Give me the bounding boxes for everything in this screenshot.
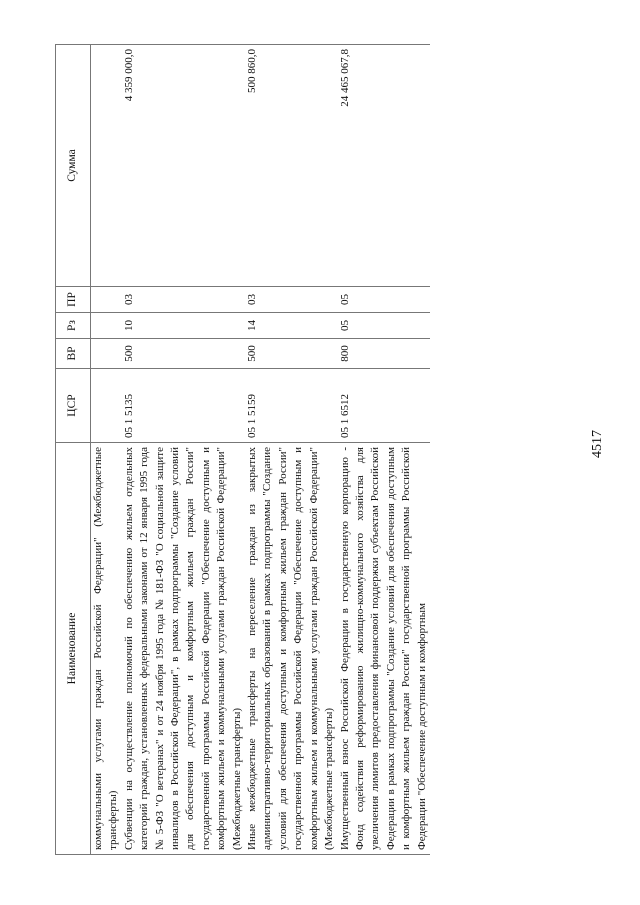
row-pr: 05: [338, 287, 430, 313]
row-rz: 14: [245, 313, 337, 339]
row-sum: 24 465 067,8: [338, 45, 430, 287]
row-pr: 03: [245, 287, 337, 313]
row-name: Имущественный взнос Российской Федерации в государственную корпорацию - Фонд содействия реформированию жилищно-коммунального хозяйства для увеличения лимитов предоставления финансовой поддержки субъектам Российской Федерации в рамках подпрограммы "Создание условий для обеспечения доступным и комфортным жильем граждан России" государственной программы Российской Федерации "Обеспечение доступным и комфортным: [338, 443, 430, 855]
page-number: 4517: [590, 430, 605, 458]
table-row: [122, 45, 245, 855]
row-csr: 05 1 5159: [245, 369, 337, 443]
table-row: [245, 45, 337, 855]
row-csr: 05 1 5135: [122, 369, 245, 443]
rotated-page-content: [55, 45, 595, 855]
header-name: Наименование: [56, 443, 91, 855]
row-sum: [91, 45, 122, 287]
row-csr: 05 1 6512: [338, 369, 430, 443]
table-row: [91, 45, 122, 855]
header-csr: ЦСР: [56, 369, 91, 443]
header-sum: Сумма: [56, 45, 91, 287]
row-rz: 05: [338, 313, 430, 339]
row-pr: 03: [122, 287, 245, 313]
row-vr: [91, 339, 122, 369]
row-sum: 4 359 000,0: [122, 45, 245, 287]
row-csr: [91, 369, 122, 443]
table-row: [338, 45, 430, 855]
row-vr: 800: [338, 339, 430, 369]
header-pr: ПР: [56, 287, 91, 313]
row-name: коммунальными услугами граждан Российской Федерации" (Межбюджетные трансферты): [91, 443, 122, 855]
header-vr: ВР: [56, 339, 91, 369]
row-pr: [91, 287, 122, 313]
row-sum: 500 860,0: [245, 45, 337, 287]
row-vr: 500: [245, 339, 337, 369]
row-vr: 500: [122, 339, 245, 369]
header-rz: Рз: [56, 313, 91, 339]
row-name: Субвенции на осуществление полномочий по обеспечению жильем отдельных категорий граждан, установленных федеральными законами от 12 января 1995 года № 5-ФЗ "О ветеранах" и от 24 ноября 1995 года № 181-ФЗ "О социальной защите инвалидов в Российской Федерации", в рамках подпрограммы "Создание условий для обеспечения доступным и комфортным жильем граждан России" государственной программы Российской Федерации "Обеспечение доступным и комфортным жильем и коммунальными услугами граждан Российской Федерации" (Межбюджетные трансферты): [122, 443, 245, 855]
budget-table: [55, 44, 430, 855]
table-header-row: [56, 45, 91, 855]
row-rz: [91, 313, 122, 339]
row-name: Иные межбюджетные трансферты на переселение граждан из закрытых административно-территориальных образований в рамках подпрограммы "Создание условий для обеспечения доступным и комфортным жильем граждан России" государственной программы Российской Федерации "Обеспечение доступным и комфортным жильем и коммунальными услугами граждан Российской Федерации" (Межбюджетные трансферты): [245, 443, 337, 855]
row-rz: 10: [122, 313, 245, 339]
